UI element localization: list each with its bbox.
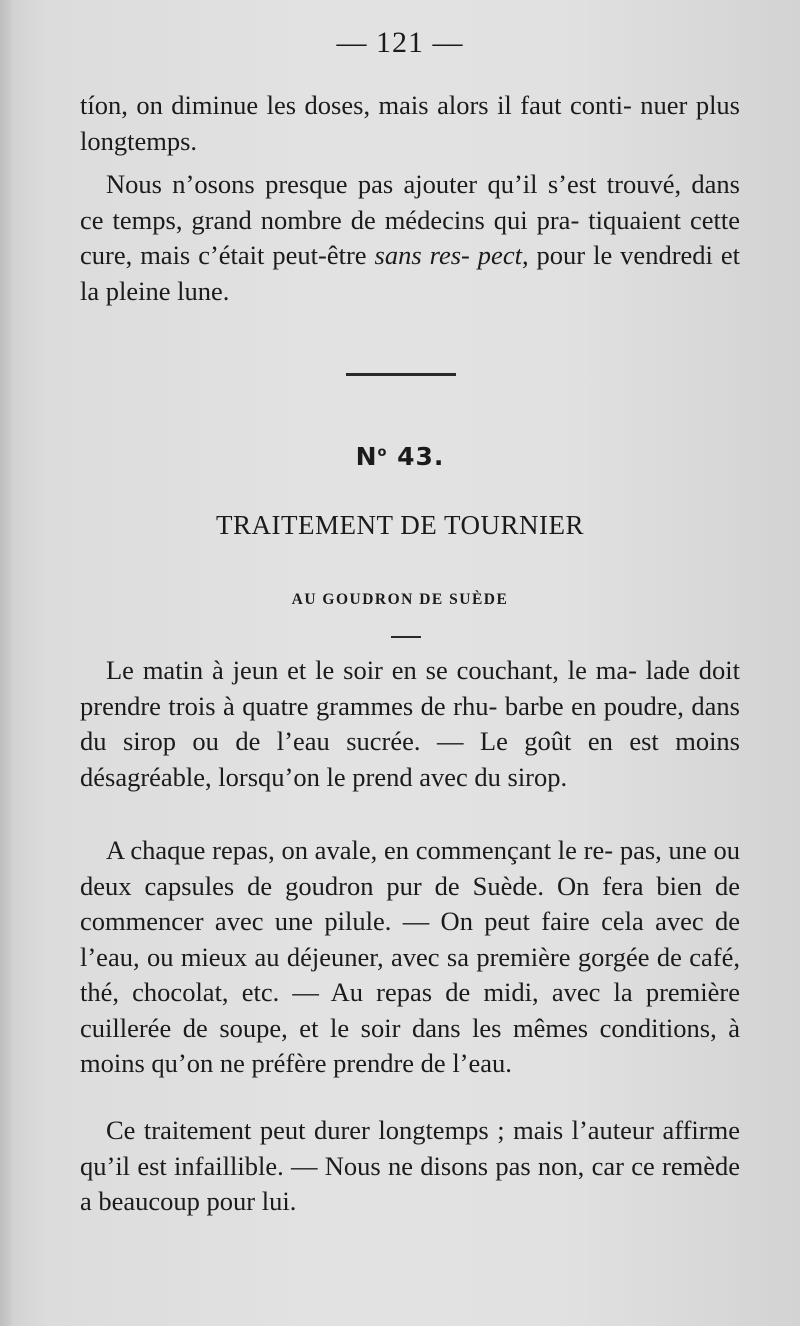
section-divider [346,373,456,376]
paragraph-physicians-end: , pour le vendredi et la pleine lune. [80,240,740,306]
page-edge-shadow [0,0,14,1326]
paragraph-morning-dose: Le matin à jeun et le soir en se couchant, le ma- lade doit prendre trois à quatre grammes de rhu- barbe en poudre, dans du sirop ou de l’eau sucrée. — Le goût en est moins désagréable, lorsqu’on le prend avec du sirop. [80,655,740,792]
section-number-value: 43. [387,442,445,471]
paragraph-capsules: A chaque repas, on avale, en commençant le re- pas, une ou deux capsules de goudron pur de Suède. On fera bien de commencer avec une pilule. — On peut faire cela avec de l’eau, ou mieux au déjeuner, avec sa première gorgée de café, thé, chocolat, etc. — Au repas de midi, avec la première cuillerée de soupe, et le soir dans les mêmes conditions, à moins qu’on ne préfère prendre de l’eau. [80,835,740,1078]
italic-phrase: sans res- pect [374,240,522,270]
page-number: — 121 — [336,26,464,59]
paragraph-conclusion: Ce traitement peut durer longtemps ; mais l’auteur affirme qu’il est infaillible. — Nous ne disons pas non, car ce remède a beaucoup pour lui. [80,1115,740,1216]
section-number-prefix: N [355,442,378,471]
paragraph-physicians-text: Nous n’osons presque pas ajouter qu’il s’est trouvé, dans ce temps, grand nombre de médecins qui pra- tiquaient cette cure, mais c’était peut-être [80,169,740,270]
subtitle-divider [391,636,421,638]
section-title: TRAITEMENT DE TOURNIER [216,510,584,540]
section-number [0,442,800,471]
paragraph-physicians [80,167,740,309]
section-number-superscript: o [377,445,388,460]
paragraph-continuation: tíon, on diminue les doses, mais alors il faut conti- nuer plus longtemps. [80,90,740,156]
section-subtitle: AU GOUDRON DE SUÈDE [291,591,509,608]
